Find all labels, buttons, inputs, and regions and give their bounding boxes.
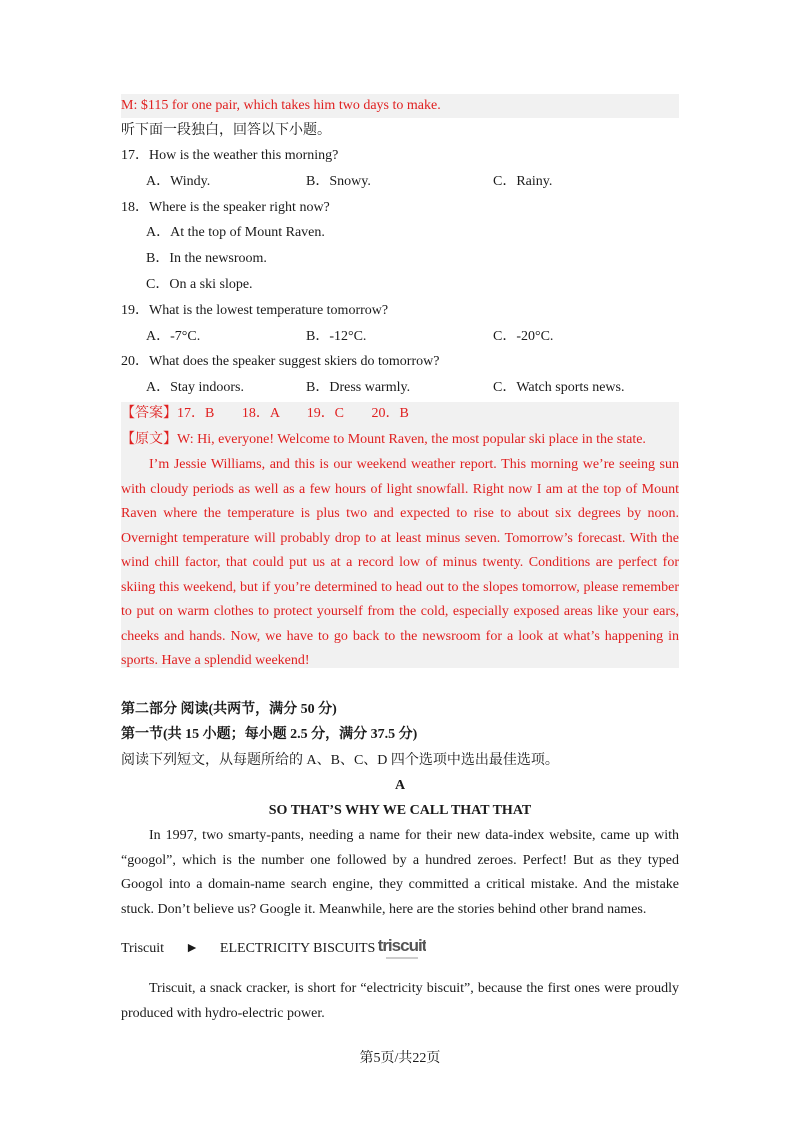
brand-name: Triscuit xyxy=(121,941,165,956)
part2-heading: 第二部分 阅读(共两节，满分 50 分) xyxy=(121,702,337,717)
answer-key xyxy=(121,402,679,426)
question-17: 17．How is the weather this morning? xyxy=(121,148,339,163)
option-20a: A．Stay indoors. xyxy=(146,380,244,395)
triscuit-logo xyxy=(378,931,426,965)
option-17a: A．Windy. xyxy=(146,174,211,189)
answer-label: 【答案】 xyxy=(121,406,177,421)
question-20: 20．What does the speaker suggest skiers do tomorrow? xyxy=(121,354,440,369)
section1-heading: 第一节(共 15 小题；每小题 2.5 分，满分 37.5 分) xyxy=(121,727,418,742)
option-17c: C．Rainy. xyxy=(493,174,553,189)
option-19b: B．-12°C. xyxy=(306,329,367,344)
answer-20: 20．B xyxy=(371,406,409,421)
previous-answer-line: M: $115 for one pair, which takes him two days to make. xyxy=(121,94,679,118)
answer-17: 17．B xyxy=(177,406,215,421)
brand-description xyxy=(121,977,679,1026)
transcript-text: I’m Jessie Williams, and this is our weekend weather report. This morning we’re seeing sun with cloudy periods as well as a few hours of light snowfall. Right now I am at the top of Mount Raven where the temperature is plus two and expected to rise to about six degrees by noon. Overnight temperature will probably drop to at least minus seven. Tomorrow’s forecast. With the wind chill factor, that could put us at a record low of minus twenty. Conditions are perfect for skiing this weekend, but if you’re determined to head out to the slopes tomorrow, please remember to put on warm clothes to protect yourself from the cold, especially exposed areas like your ears, cheeks and hands. Now, we have to go back to the newsroom for a look at what’s happening in sports. Have a splendid weekend! xyxy=(121,457,679,668)
page-footer: 第5页/共22页 xyxy=(359,1051,441,1066)
answer-19: 19．C xyxy=(306,406,345,421)
passage-letter: A xyxy=(394,778,406,793)
option-18c: C．On a ski slope. xyxy=(146,277,253,292)
arrow-icon: ► xyxy=(185,941,199,956)
question-18: 18．Where is the speaker right now? xyxy=(121,200,330,215)
transcript-first-line xyxy=(121,428,679,452)
reading-instruction: 阅读下列短文，从每题所给的 A、B、C、D 四个选项中选出最佳选项。 xyxy=(121,753,559,768)
svg-text:triscuit: triscuit xyxy=(378,936,426,955)
option-20c: C．Watch sports news. xyxy=(493,380,625,395)
passage-title: SO THAT’S WHY WE CALL THAT THAT xyxy=(268,803,532,818)
option-20b: B．Dress warmly. xyxy=(306,380,411,395)
passage-intro xyxy=(121,824,679,922)
option-18b: B．In the newsroom. xyxy=(146,251,267,266)
brand-description-text: Triscuit, a snack cracker, is short for “electricity biscuit”, because the first ones were proudly produced with hydro-electric power. xyxy=(121,981,679,1021)
listening-instruction: 听下面一段独白，回答以下小题。 xyxy=(121,123,331,138)
option-19a: A．-7°C. xyxy=(146,329,201,344)
option-17b: B．Snowy. xyxy=(306,174,371,189)
transcript-body xyxy=(121,453,679,674)
brand-meaning: ELECTRICITY BISCUITS xyxy=(219,941,376,956)
option-18a: A．At the top of Mount Raven. xyxy=(146,225,325,240)
option-19c: C．-20°C. xyxy=(493,329,554,344)
transcript-opening: W: Hi, everyone! Welcome to Mount Raven, the most popular ski place in the state. xyxy=(177,432,646,447)
passage-intro-text: In 1997, two smarty-pants, needing a name for their new data-index website, came up with “googol”, which is the number one followed by a hundred zeroes. Perfect! But as they typed Googol into a domain-name search engine, they committed a critical mistake. And the mistake stuck. Don’t believe us? Google it. Meanwhile, here are the stories behind other brand names. xyxy=(121,828,679,917)
question-19: 19．What is the lowest temperature tomorrow? xyxy=(121,303,389,318)
transcript-label: 【原文】 xyxy=(121,432,177,447)
answer-18: 18．A xyxy=(241,406,280,421)
